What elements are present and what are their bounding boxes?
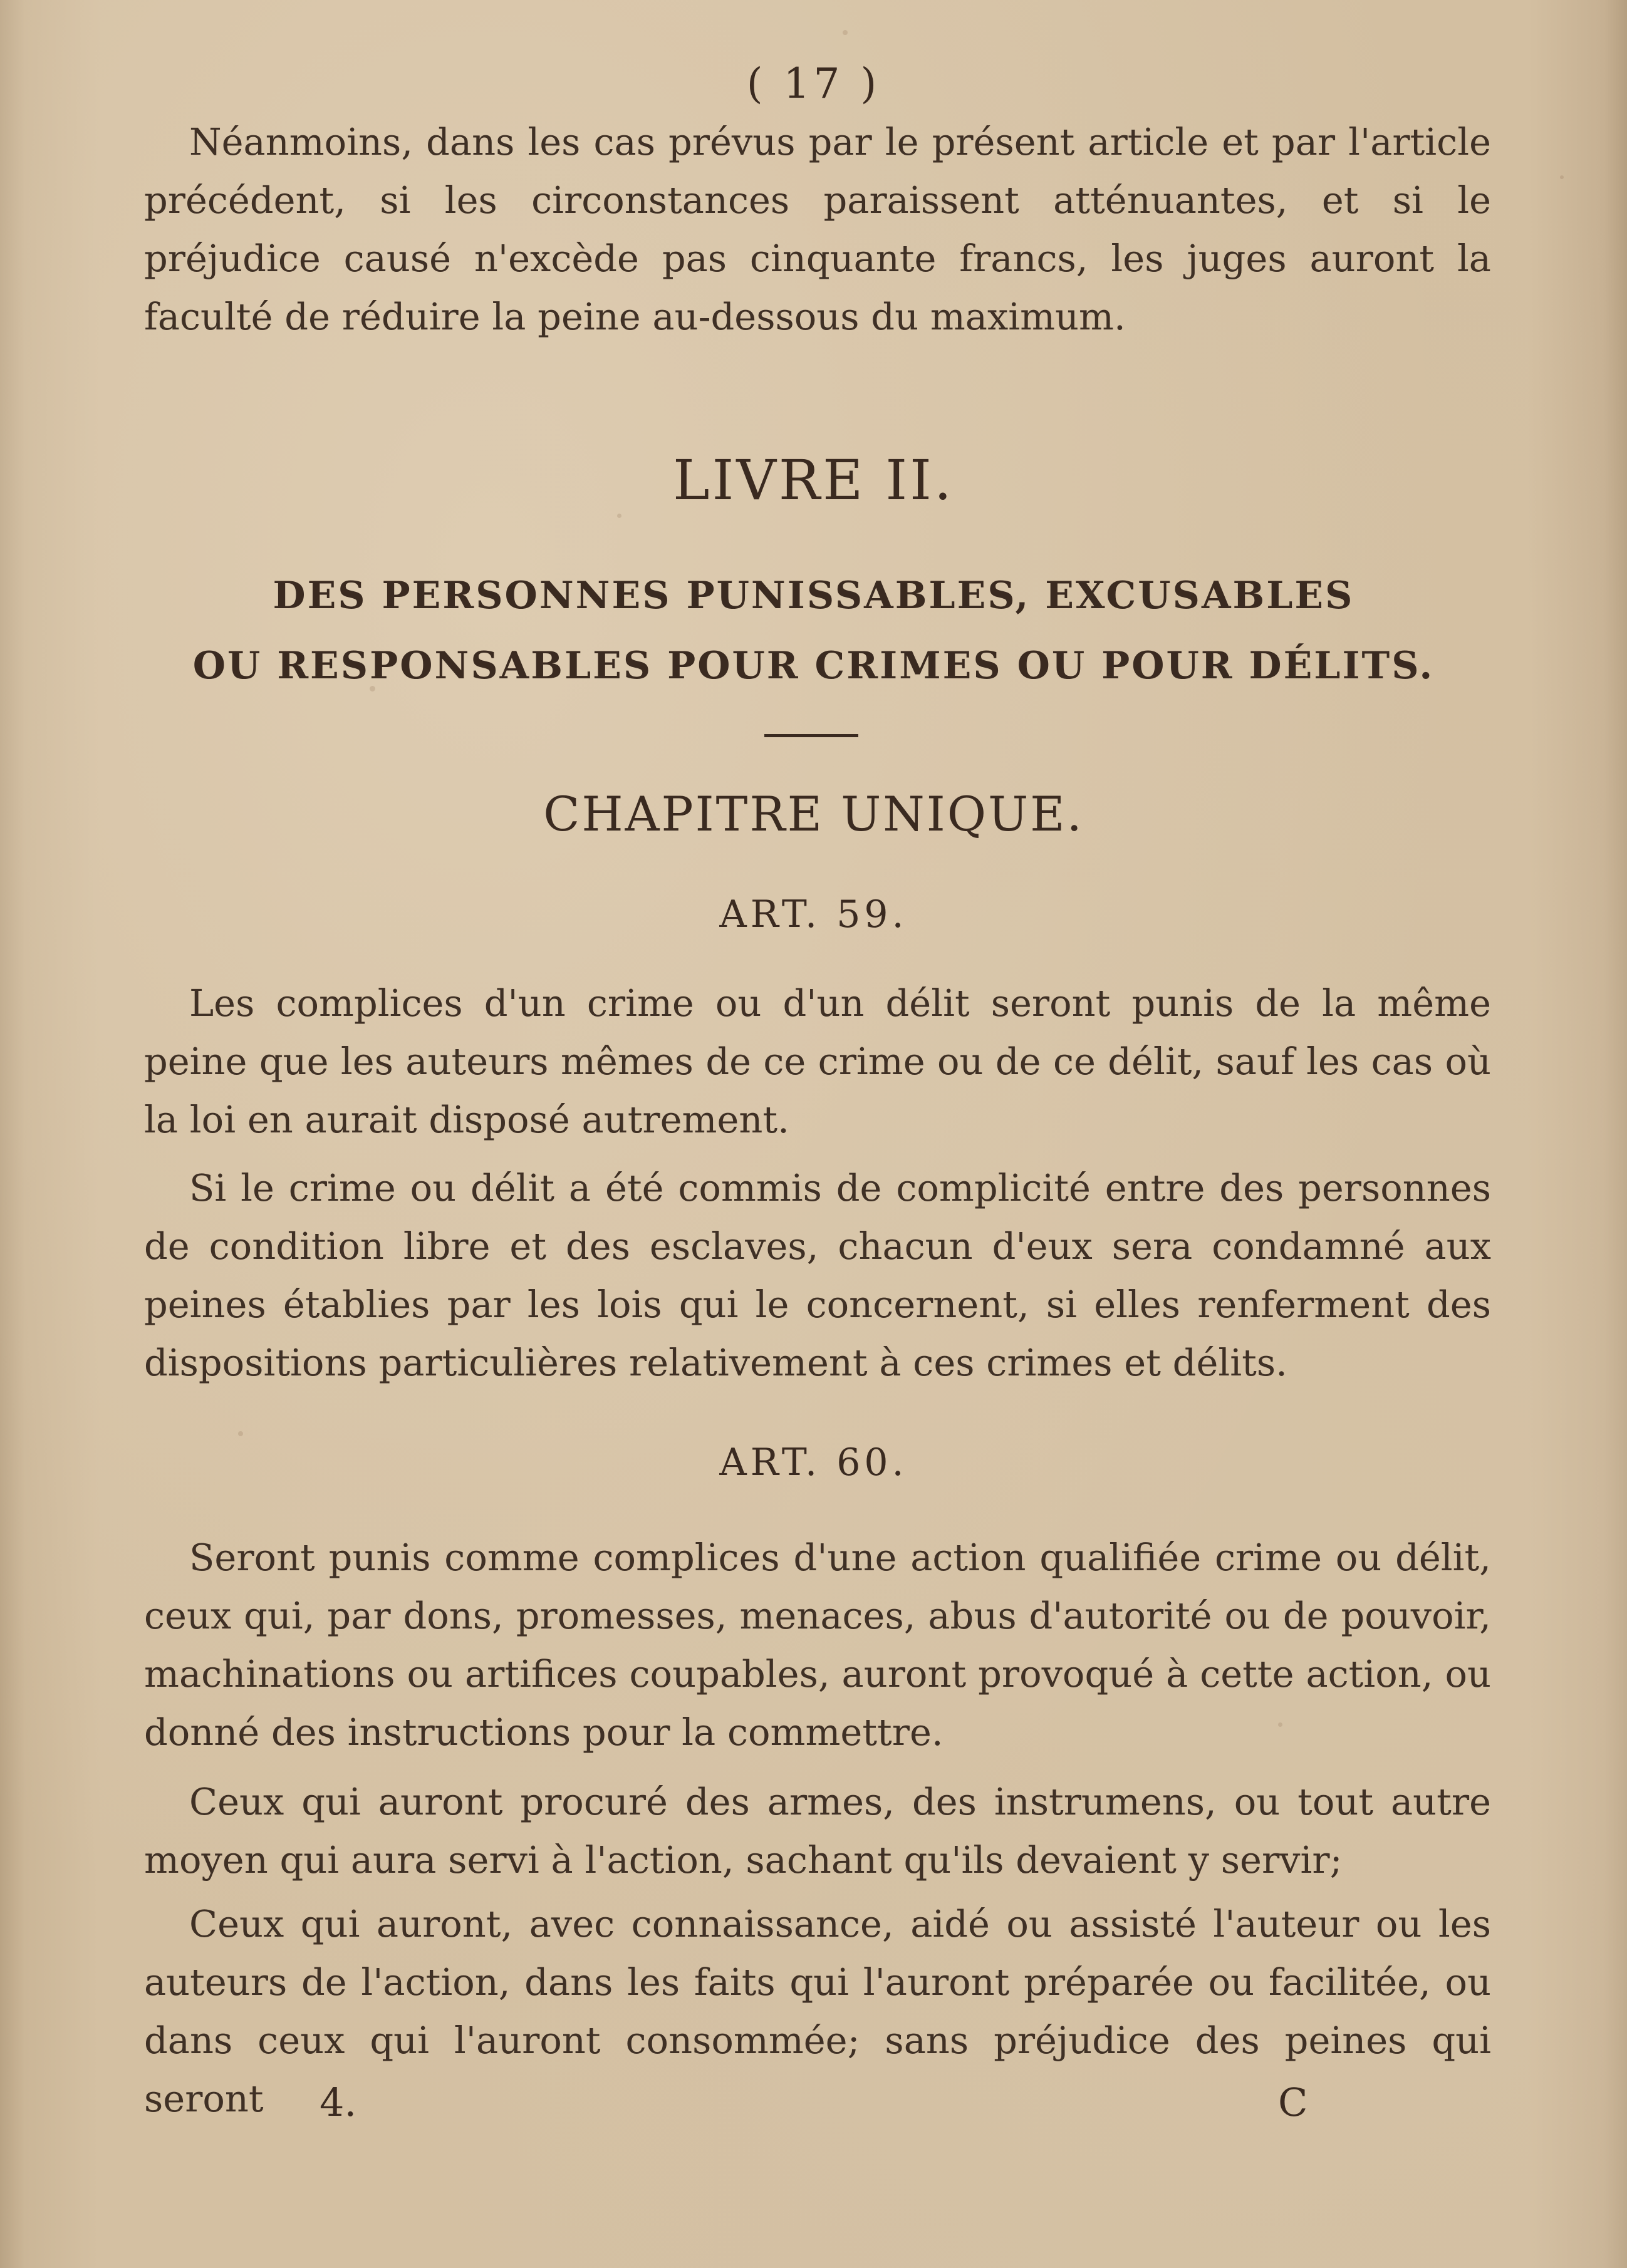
chapitre-title: CHAPITRE UNIQUE. [543, 786, 1084, 842]
paper-spot [238, 1431, 243, 1436]
livre-subtitle-line-1: DES PERSONNES PUNISSABLES, EXCUSABLES [273, 574, 1354, 618]
section-divider [764, 734, 858, 737]
article-59-paragraph-1: Les complices d'un crime ou d'un délit seront punis de la même peine que les auteurs mêmes de ce crime ou de ce délit, sauf les cas où la loi en aurait disposé autrement. [144, 981, 1491, 1141]
paper-spot [1560, 175, 1564, 179]
article-60-paragraph-1: Seront punis comme complices d'une action qualifiée crime ou délit, ceux qui, par dons, promesses, menaces, abus d'autorité ou de pouvoir, machinations ou artifices coupables, auront provoqué à cette action, ou donné des instructions pour la commettre. [144, 1536, 1491, 1754]
livre-title: LIVRE II. [673, 448, 954, 512]
livre-subtitle [0, 561, 1627, 701]
article-59-paragraph-2: Si le crime ou délit a été commis de complicité entre des personnes de condition libre et des esclaves, chacun d'eux sera condamné aux peines établies par les lois qui le concernent, si elles renferment des dispositions particulières relativement à ces crimes et délits. [144, 1166, 1491, 1384]
intro-paragraph: Néanmoins, dans les cas prévus par le présent article et par l'article précédent, si les circonstances paraissent atténuantes, et si le préjudice causé n'excède pas cinquante francs, les juges auront la faculté de réduire la peine au-dessous du maximum. [144, 120, 1491, 338]
page-number: ( 17 ) [746, 60, 881, 108]
paper-spot [617, 514, 621, 518]
article-60-heading: ART. 60. [719, 1441, 908, 1484]
livre-subtitle-line-2: OU RESPONSABLES POUR CRIMES OU POUR DÉLITS. [192, 644, 1435, 688]
paper-spot [843, 30, 848, 35]
article-59-heading: ART. 59. [719, 893, 908, 936]
signature-letter: C [1278, 2079, 1308, 2125]
signature-number: 4. [320, 2079, 357, 2125]
article-60-paragraph-2: Ceux qui auront procuré des armes, des instrumens, ou tout autre moyen qui aura servi à l'action, sachant qu'ils devaient y servir; [144, 1780, 1491, 1882]
article-60-paragraph-3: Ceux qui auront, avec connaissance, aidé ou assisté l'auteur ou les auteurs de l'action, dans les faits qui l'auront préparée ou facilitée, ou dans ceux qui l'auront consommée; sans préjudice des peines qui seront [144, 1902, 1491, 2120]
